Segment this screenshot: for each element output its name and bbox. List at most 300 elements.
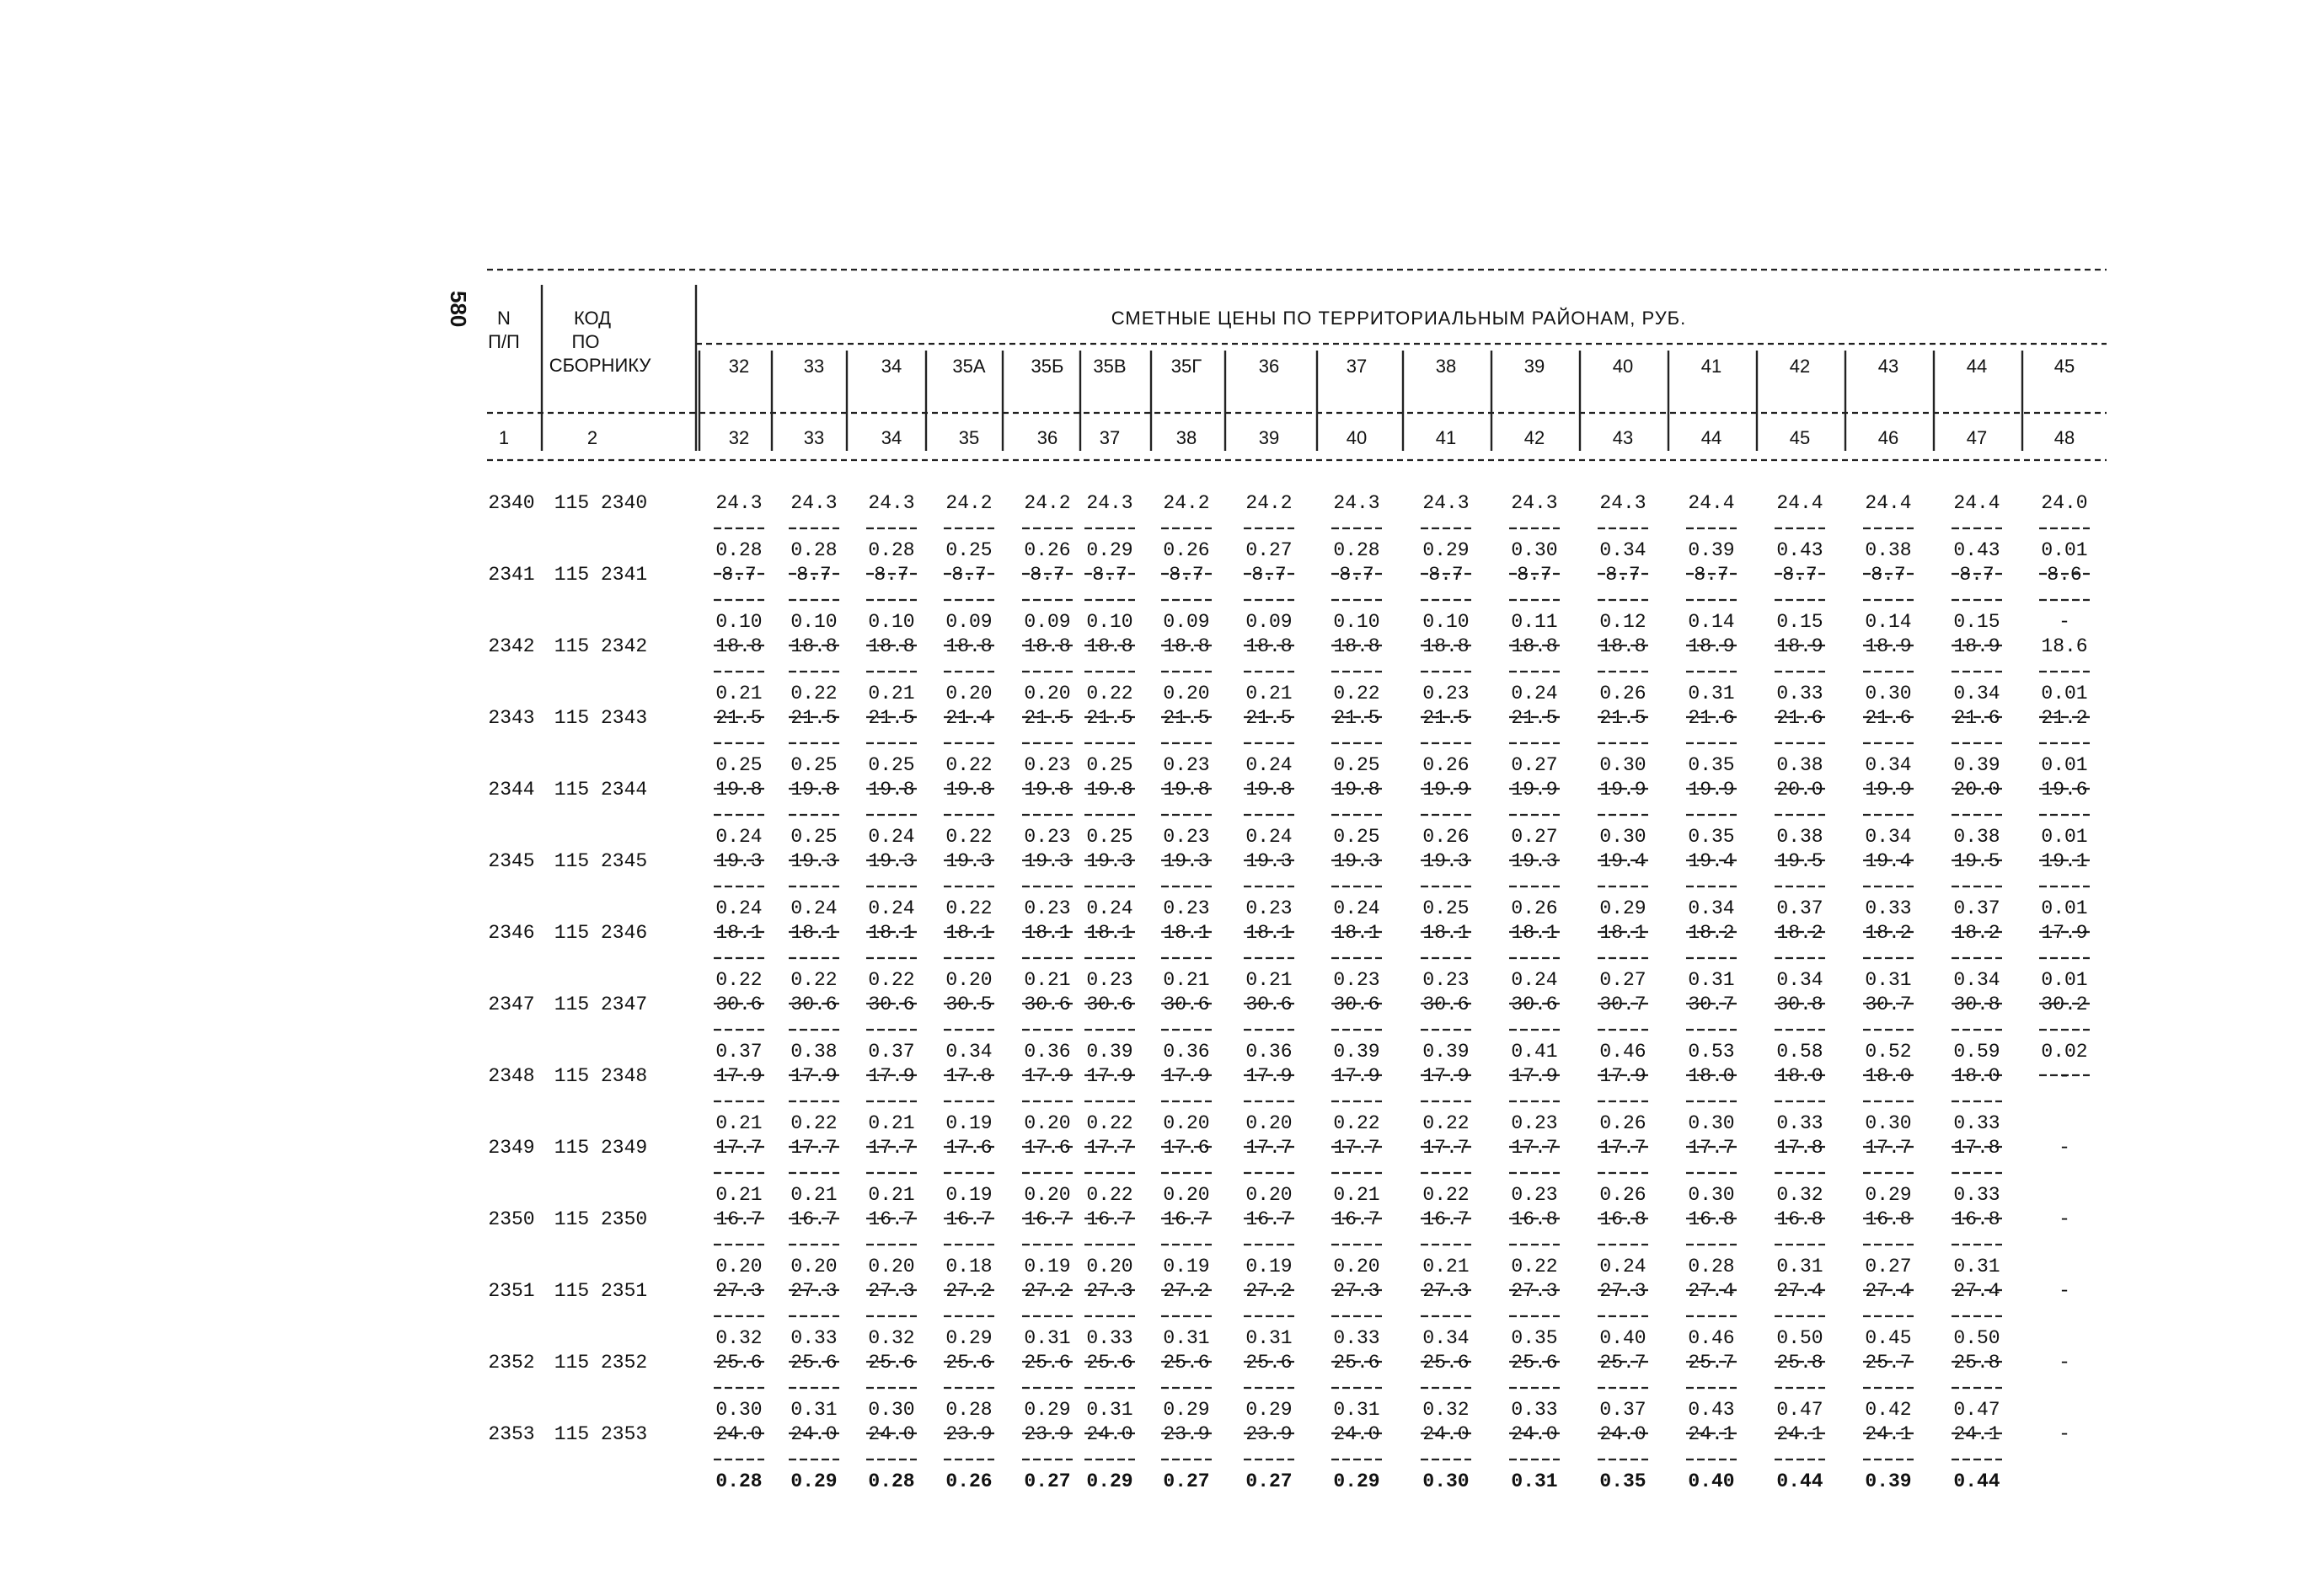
coefficient-value: 0.12 — [1599, 611, 1646, 633]
price-value: - — [2059, 1137, 2070, 1159]
row-code: 115 2347 — [554, 993, 648, 1015]
coefficient-value: 0.42 — [1865, 1399, 1912, 1421]
col-code-label-1: КОД — [573, 308, 612, 329]
coefficient-value: 0.29 — [1024, 1399, 1071, 1421]
col-code-label-2: ПО — [571, 331, 600, 352]
col-num-label-2: П/П — [488, 331, 520, 352]
column-index: 42 — [1523, 427, 1545, 448]
coefficient-value: 0.33 — [790, 1327, 838, 1349]
price-value: 25.6 — [1422, 1352, 1470, 1374]
row-code: 115 2342 — [554, 635, 648, 657]
price-value: 19.3 — [1422, 850, 1470, 872]
price-value: 18.1 — [1163, 922, 1210, 944]
price-value: 21.5 — [1511, 707, 1558, 729]
column-index: 44 — [1700, 427, 1722, 448]
price-value: 19.9 — [1688, 779, 1735, 801]
row-number: 2351 — [488, 1280, 535, 1302]
price-value: 17.7 — [1511, 1137, 1558, 1159]
price-value: 24.3 — [715, 492, 763, 514]
district-headers — [699, 351, 2075, 451]
coefficient-value: 0.34 — [1865, 754, 1912, 776]
price-value: 18.1 — [715, 922, 763, 944]
coefficient-value: 0.20 — [1024, 1112, 1071, 1134]
coefficient-value: 0.31 — [1333, 1399, 1380, 1421]
coefficient-value: 0.24 — [1245, 826, 1293, 848]
coefficient-value: 0.15 — [1953, 611, 2000, 633]
coefficient-value: 0.30 — [1422, 1470, 1470, 1492]
coefficient-value: 0.22 — [1333, 1112, 1380, 1134]
price-value: 25.6 — [1511, 1352, 1558, 1374]
coefficient-value: 0.46 — [1599, 1041, 1646, 1063]
price-value: 27.2 — [1245, 1280, 1293, 1302]
coefficient-value: 0.23 — [1086, 969, 1133, 991]
coefficient-value: 0.33 — [1776, 1112, 1823, 1134]
price-value: 17.7 — [1086, 1137, 1133, 1159]
coefficient-value: 0.31 — [1688, 969, 1735, 991]
table-row — [488, 492, 2090, 574]
price-value: 17.6 — [1024, 1137, 1071, 1159]
price-value: 27.3 — [1599, 1280, 1646, 1302]
price-value: 17.7 — [1599, 1137, 1646, 1159]
price-value: 8.7 — [874, 564, 909, 586]
price-value: 24.2 — [945, 492, 993, 514]
price-value: 17.9 — [1024, 1065, 1071, 1087]
price-value: 17.7 — [1422, 1137, 1470, 1159]
price-value: 25.6 — [790, 1352, 838, 1374]
price-value: 19.3 — [1511, 850, 1558, 872]
coefficient-value: 0.58 — [1776, 1041, 1823, 1063]
price-value: 23.9 — [945, 1423, 993, 1445]
coefficient-value: 0.50 — [1776, 1327, 1823, 1349]
coefficient-value: 0.24 — [715, 826, 763, 848]
price-value: 30.5 — [945, 993, 993, 1015]
coefficient-value: 0.59 — [1953, 1041, 2000, 1063]
coefficient-value: 0.19 — [1024, 1256, 1071, 1277]
coefficient-value: 0.31 — [1086, 1399, 1133, 1421]
price-value: 16.8 — [1688, 1208, 1735, 1230]
price-value: - — [2059, 1423, 2070, 1445]
coefficient-value: 0.35 — [1688, 754, 1735, 776]
price-value: 8.7 — [721, 564, 757, 586]
coefficient-value: 0.27 — [1599, 969, 1646, 991]
price-value: 18.8 — [1599, 635, 1646, 657]
price-value: 17.9 — [1245, 1065, 1293, 1087]
price-value: 27.4 — [1776, 1280, 1823, 1302]
coefficient-value: 0.30 — [715, 1399, 763, 1421]
price-value: 24.0 — [868, 1423, 915, 1445]
price-value: 18.9 — [1865, 635, 1912, 657]
price-value: 19.8 — [1333, 779, 1380, 801]
price-value: 19.8 — [868, 779, 915, 801]
coefficient-value: 0.28 — [1688, 1256, 1735, 1277]
price-value: 17.9 — [1086, 1065, 1133, 1087]
coefficient-value: 0.23 — [1163, 826, 1210, 848]
price-value: 17.9 — [2041, 922, 2088, 944]
coefficient-value: 0.20 — [945, 969, 993, 991]
row-code: 115 2348 — [554, 1065, 648, 1087]
price-value: 8.7 — [1030, 564, 1065, 586]
price-value: 8.7 — [1782, 564, 1818, 586]
coefficient-value: 0.24 — [1599, 1256, 1646, 1277]
district-header: 39 — [1523, 356, 1545, 377]
coefficient-value: 0.20 — [1163, 1112, 1210, 1134]
coefficient-value: 0.29 — [1333, 1470, 1380, 1492]
coefficient-value: 0.23 — [1245, 897, 1293, 919]
price-value: 17.7 — [1333, 1137, 1380, 1159]
column-index: 1 — [498, 427, 510, 448]
coefficient-value: 0.34 — [1953, 969, 2000, 991]
price-value: 24.3 — [868, 492, 915, 514]
price-value: 19.9 — [1511, 779, 1558, 801]
coefficient-value: 0.43 — [1953, 539, 2000, 561]
coefficient-value: 0.26 — [1422, 826, 1470, 848]
coefficient-value: 0.36 — [1024, 1041, 1071, 1063]
price-value: 25.8 — [1776, 1352, 1823, 1374]
price-value: 18.9 — [1776, 635, 1823, 657]
price-value: 24.0 — [2041, 492, 2088, 514]
coefficient-value: 0.36 — [1245, 1041, 1293, 1063]
price-value: 17.9 — [1511, 1065, 1558, 1087]
coefficient-value: 0.18 — [945, 1256, 993, 1277]
coefficient-value: 0.33 — [1776, 683, 1823, 704]
price-value: 16.8 — [1953, 1208, 2000, 1230]
coefficient-value: 0.30 — [1511, 539, 1558, 561]
coefficient-value: 0.23 — [1163, 897, 1210, 919]
coefficient-value: 0.20 — [1163, 1184, 1210, 1206]
price-value: 21.5 — [715, 707, 763, 729]
price-value: 19.3 — [1333, 850, 1380, 872]
coefficient-value: 0.29 — [1865, 1184, 1912, 1206]
coefficient-value: 0.20 — [868, 1256, 915, 1277]
price-value: 17.9 — [790, 1065, 838, 1087]
price-value: 18.2 — [1688, 922, 1735, 944]
coefficient-value: 0.32 — [715, 1327, 763, 1349]
coefficient-value: 0.43 — [1688, 1399, 1735, 1421]
price-value: 18.8 — [1245, 635, 1293, 657]
price-value: 23.9 — [1024, 1423, 1071, 1445]
coefficient-value: 0.24 — [1511, 969, 1558, 991]
coefficient-value: 0.37 — [1599, 1399, 1646, 1421]
price-value: 21.4 — [945, 707, 993, 729]
price-value: 19.9 — [1865, 779, 1912, 801]
coefficient-value: 0.39 — [1086, 1041, 1133, 1063]
coefficient-value: 0.38 — [1776, 754, 1823, 776]
coefficient-value: 0.01 — [2041, 754, 2088, 776]
coefficient-value: 0.46 — [1688, 1327, 1735, 1349]
coefficient-value: 0.01 — [2041, 826, 2088, 848]
column-index: 34 — [881, 427, 902, 448]
coefficient-value: 0.14 — [1688, 611, 1735, 633]
price-value: 24.4 — [1776, 492, 1823, 514]
row-code: 115 2350 — [554, 1208, 648, 1230]
price-value: 16.7 — [1245, 1208, 1293, 1230]
price-value: 17.7 — [1245, 1137, 1293, 1159]
coefficient-value: 0.20 — [945, 683, 993, 704]
coefficient-value: 0.25 — [868, 754, 915, 776]
coefficient-value: 0.26 — [1511, 897, 1558, 919]
coefficient-value: 0.37 — [715, 1041, 763, 1063]
coefficient-value: 0.44 — [1776, 1470, 1823, 1492]
price-value: 21.6 — [1953, 707, 2000, 729]
price-value: 21.6 — [1688, 707, 1735, 729]
price-value: 18.0 — [1688, 1065, 1735, 1087]
coefficient-value: 0.21 — [715, 683, 763, 704]
coefficient-value: 0.22 — [1422, 1184, 1470, 1206]
coefficient-value: 0.27 — [1024, 1470, 1071, 1492]
row-number: 2347 — [488, 993, 535, 1015]
price-value: 18.9 — [1688, 635, 1735, 657]
col-code-label-3: СБОРНИКУ — [549, 355, 651, 376]
price-value: 8.7 — [1871, 564, 1906, 586]
coefficient-value: 0.22 — [1086, 1112, 1133, 1134]
coefficient-value: 0.19 — [1163, 1256, 1210, 1277]
page-number: 580 — [446, 291, 471, 328]
price-value: 19.3 — [1245, 850, 1293, 872]
coefficient-value: 0.20 — [1163, 683, 1210, 704]
coefficient-value: 0.25 — [790, 826, 838, 848]
coefficient-value: 0.31 — [1511, 1470, 1558, 1492]
price-value: 24.4 — [1865, 492, 1912, 514]
price-value: 18.8 — [1086, 635, 1133, 657]
price-value: 24.3 — [1599, 492, 1646, 514]
price-value: 18.8 — [945, 635, 993, 657]
coefficient-value: 0.27 — [1163, 1470, 1210, 1492]
row-number: 2350 — [488, 1208, 535, 1230]
column-index: 35 — [958, 427, 980, 448]
price-value: 18.2 — [1953, 922, 2000, 944]
price-value: 19.4 — [1688, 850, 1735, 872]
price-value: 27.3 — [1086, 1280, 1133, 1302]
coefficient-value: 0.25 — [1086, 826, 1133, 848]
price-value: 8.7 — [1959, 564, 1994, 586]
price-value: 18.1 — [1422, 922, 1470, 944]
price-value: 18.8 — [1024, 635, 1071, 657]
coefficient-value: 0.26 — [1024, 539, 1071, 561]
coefficient-value: 0.47 — [1953, 1399, 2000, 1421]
price-value: 8.7 — [1517, 564, 1552, 586]
price-value: 30.6 — [1086, 993, 1133, 1015]
coefficient-value: 0.30 — [1688, 1184, 1735, 1206]
price-value: 21.5 — [1245, 707, 1293, 729]
district-header: 35Б — [1031, 356, 1064, 377]
coefficient-value: 0.21 — [790, 1184, 838, 1206]
price-value: 24.4 — [1953, 492, 2000, 514]
price-value: 19.9 — [1422, 779, 1470, 801]
coefficient-value: 0.15 — [1776, 611, 1823, 633]
price-value: 19.8 — [1245, 779, 1293, 801]
coefficient-value: 0.30 — [1865, 683, 1912, 704]
coefficient-value: 0.21 — [715, 1184, 763, 1206]
price-value: 27.2 — [1024, 1280, 1071, 1302]
coefficient-value: 0.23 — [1511, 1184, 1558, 1206]
coefficient-value: 0.22 — [1511, 1256, 1558, 1277]
price-value: 16.8 — [1599, 1208, 1646, 1230]
coefficient-value: 0.22 — [945, 897, 993, 919]
price-value: 17.9 — [1333, 1065, 1380, 1087]
coefficient-value: 0.25 — [790, 754, 838, 776]
price-value: 21.6 — [1865, 707, 1912, 729]
coefficient-value: 0.10 — [790, 611, 838, 633]
column-index: 43 — [1612, 427, 1634, 448]
coefficient-value: 0.33 — [1086, 1327, 1133, 1349]
price-value: 18.1 — [1511, 922, 1558, 944]
price-value: 19.3 — [790, 850, 838, 872]
price-value: 19.9 — [1599, 779, 1646, 801]
coefficient-value: 0.01 — [2041, 539, 2088, 561]
price-value: 19.1 — [2041, 850, 2088, 872]
row-code: 115 2341 — [554, 564, 648, 586]
price-value: 24.1 — [1688, 1423, 1735, 1445]
coefficient-value: 0.27 — [1511, 826, 1558, 848]
price-value: 8.7 — [1694, 564, 1729, 586]
table-row — [488, 1137, 2070, 1218]
price-value: 19.4 — [1599, 850, 1646, 872]
coefficient-value: 0.32 — [1776, 1184, 1823, 1206]
price-value: 30.8 — [1953, 993, 2000, 1015]
coefficient-value: 0.09 — [1245, 611, 1293, 633]
coefficient-value: 0.21 — [1245, 969, 1293, 991]
coefficient-value: 0.22 — [945, 754, 993, 776]
coefficient-value: 0.21 — [715, 1112, 763, 1134]
price-value: 21.5 — [790, 707, 838, 729]
coefficient-value: 0.20 — [1245, 1184, 1293, 1206]
coefficient-value: 0.28 — [715, 1470, 763, 1492]
price-value: 25.6 — [715, 1352, 763, 1374]
price-value: 16.7 — [790, 1208, 838, 1230]
price-value: 25.7 — [1599, 1352, 1646, 1374]
price-value: 30.7 — [1865, 993, 1912, 1015]
coefficient-value: 0.47 — [1776, 1399, 1823, 1421]
district-header: 37 — [1346, 356, 1368, 377]
coefficient-value: 0.26 — [1163, 539, 1210, 561]
price-value: 18.8 — [868, 635, 915, 657]
coefficient-value: 0.23 — [1511, 1112, 1558, 1134]
price-value: 25.6 — [945, 1352, 993, 1374]
coefficient-value: 0.23 — [1422, 683, 1470, 704]
price-value: 21.5 — [1333, 707, 1380, 729]
row-number: 2344 — [488, 779, 535, 801]
row-code: 115 2345 — [554, 850, 648, 872]
table-row — [488, 1208, 2070, 1290]
price-value: 27.3 — [868, 1280, 915, 1302]
price-value: 16.7 — [945, 1208, 993, 1230]
coefficient-value: 0.22 — [1086, 683, 1133, 704]
coefficient-value: 0.24 — [1086, 897, 1133, 919]
price-value: 30.6 — [1333, 993, 1380, 1015]
price-value: 27.2 — [1163, 1280, 1210, 1302]
price-value: 18.9 — [1953, 635, 2000, 657]
column-index: 37 — [1099, 427, 1121, 448]
coefficient-value: 0.24 — [715, 897, 763, 919]
row-code: 115 2346 — [554, 922, 648, 944]
coefficient-value: 0.41 — [1511, 1041, 1558, 1063]
price-value: 8.7 — [796, 564, 832, 586]
price-value: 19.8 — [790, 779, 838, 801]
price-value: 21.5 — [1024, 707, 1071, 729]
coefficient-value: 0.31 — [1688, 683, 1735, 704]
price-value: 8.7 — [1428, 564, 1464, 586]
coefficient-value: 0.30 — [1688, 1112, 1735, 1134]
price-value: 18.1 — [1333, 922, 1380, 944]
coefficient-value: 0.33 — [1511, 1399, 1558, 1421]
district-header: 42 — [1789, 356, 1811, 377]
coefficient-value: 0.24 — [868, 897, 915, 919]
coefficient-value: 0.31 — [1953, 1256, 2000, 1277]
table-row — [488, 993, 2090, 1075]
coefficient-value: 0.22 — [790, 969, 838, 991]
coefficient-value: 0.23 — [1024, 897, 1071, 919]
price-value: 27.3 — [715, 1280, 763, 1302]
coefficient-value: 0.32 — [1422, 1399, 1470, 1421]
coefficient-value: 0.29 — [1163, 1399, 1210, 1421]
coefficient-value: 0.32 — [868, 1327, 915, 1349]
price-value: 24.0 — [1333, 1423, 1380, 1445]
coefficient-value: 0.26 — [1422, 754, 1470, 776]
coefficient-value: 0.19 — [1245, 1256, 1293, 1277]
price-value: 18.2 — [1865, 922, 1912, 944]
row-number: 2340 — [488, 492, 535, 514]
price-value: 30.6 — [1245, 993, 1293, 1015]
coefficient-value: 0.28 — [945, 1399, 993, 1421]
price-value: 30.6 — [868, 993, 915, 1015]
coefficient-value: 0.31 — [1163, 1327, 1210, 1349]
coefficient-value: 0.31 — [1865, 969, 1912, 991]
price-value: 16.8 — [1511, 1208, 1558, 1230]
price-value: 27.4 — [1688, 1280, 1735, 1302]
table-row — [488, 779, 2090, 860]
coefficient-value: 0.19 — [945, 1112, 993, 1134]
coefficient-value: 0.25 — [715, 754, 763, 776]
district-header: 35А — [952, 356, 986, 377]
price-value: 18.1 — [1245, 922, 1293, 944]
row-number: 2348 — [488, 1065, 535, 1087]
price-value: 19.5 — [1953, 850, 2000, 872]
column-index: 38 — [1175, 427, 1197, 448]
coefficient-value: 0.52 — [1865, 1041, 1912, 1063]
row-number: 2353 — [488, 1423, 535, 1445]
price-value: 30.6 — [715, 993, 763, 1015]
district-header: 41 — [1700, 356, 1722, 377]
price-value: 16.7 — [1024, 1208, 1071, 1230]
price-value: 25.6 — [868, 1352, 915, 1374]
price-value: 21.5 — [1163, 707, 1210, 729]
coefficient-value: 0.24 — [1245, 754, 1293, 776]
district-header: 33 — [803, 356, 825, 377]
column-index: 40 — [1346, 427, 1368, 448]
price-value: 25.6 — [1163, 1352, 1210, 1374]
table-row — [488, 922, 2090, 1004]
coefficient-value: 0.01 — [2041, 897, 2088, 919]
price-value: 27.4 — [1865, 1280, 1912, 1302]
price-value: 8.6 — [2047, 564, 2082, 586]
price-value: 25.6 — [1333, 1352, 1380, 1374]
table-row — [488, 1065, 2070, 1147]
coefficient-value: 0.29 — [790, 1470, 838, 1492]
price-value: 16.8 — [1776, 1208, 1823, 1230]
coefficient-value: 0.31 — [1024, 1327, 1071, 1349]
price-value: 24.3 — [790, 492, 838, 514]
coefficient-value: 0.29 — [1422, 539, 1470, 561]
price-value: 8.7 — [1339, 564, 1374, 586]
coefficient-value: 0.38 — [790, 1041, 838, 1063]
district-header: 32 — [728, 356, 750, 377]
coefficient-value: 0.28 — [1333, 539, 1380, 561]
price-value: 8.7 — [1251, 564, 1287, 586]
coefficient-value: 0.10 — [1086, 611, 1133, 633]
price-value: 19.8 — [1163, 779, 1210, 801]
coefficient-value: 0.24 — [790, 897, 838, 919]
table-row — [488, 1352, 2070, 1433]
